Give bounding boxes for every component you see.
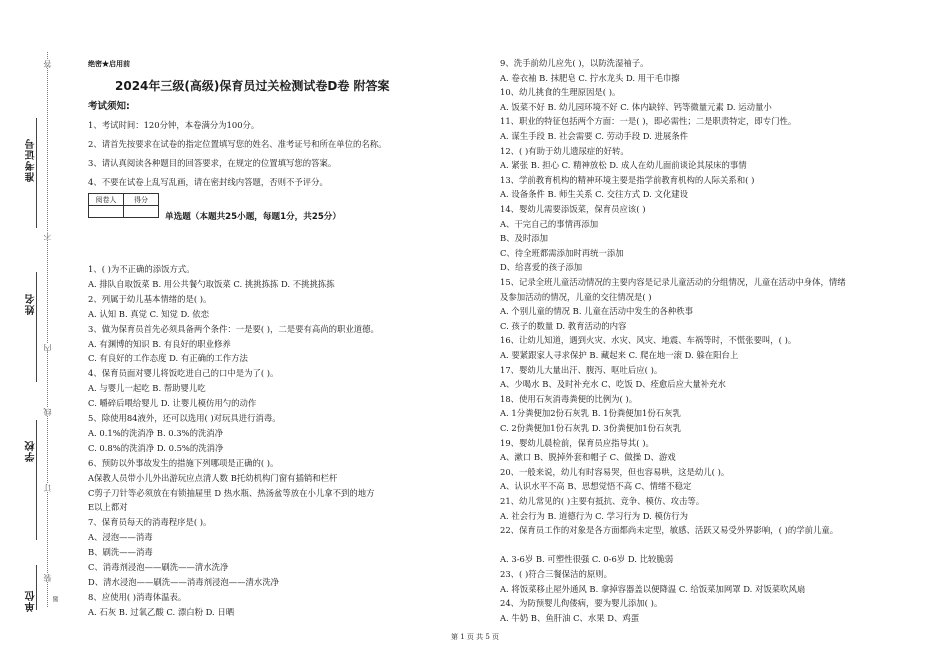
- question-option: C. 有良好的工作态度 D. 有正确的工作方法: [88, 353, 248, 364]
- notice-heading: 考试须知:: [88, 101, 130, 112]
- seal-mark: 订: [43, 484, 52, 492]
- question-option: D、清水浸泡——刷洗——消毒剂浸泡——清水洗净: [88, 576, 279, 587]
- question-option: A. 石灰 B. 过氧乙酸 C. 漂白粉 D. 日晒: [88, 606, 235, 617]
- question-stem: 6、预防以外事故发生的措施下列哪项是正确的( )。: [88, 457, 279, 468]
- question-option: A. 与婴儿一起吃 B. 帮助婴儿吃: [88, 383, 206, 394]
- reviewer-blank[interactable]: [89, 206, 124, 218]
- question-stem: 21、幼儿常见的( )主要有抵抗、竞争、模仿、攻击等。: [500, 496, 705, 506]
- question-option: 及参加活动的情况，儿童的交往情况是( ): [500, 291, 652, 302]
- reviewer-cell: 阅卷人: [89, 194, 124, 206]
- school-underline: [36, 420, 37, 540]
- question-option: C. 2份粪便加1份石灰乳 D. 3份粪便加1份石灰乳: [500, 423, 682, 433]
- question-option: A. 1分粪便加2份石灰乳 B. 1份粪便加1份石灰乳: [500, 408, 681, 419]
- question-option: A、干完自己的事情再添加: [500, 218, 599, 229]
- seal-mark: 题: [53, 596, 60, 602]
- question-option: A保教人员带小儿外出游玩应点清人数 B托幼机构门窗有插销和栏杆: [88, 472, 338, 483]
- question-option: A. 牛奶 B、鱼肝油 C、水果 D、鸡蛋: [500, 612, 640, 623]
- question-stem: 9、洗手前幼儿应先( )，以防洗湿袖子。: [500, 58, 649, 68]
- question-stem: 22、保育员工作的对象是各方面都尚未定型，敏感、活跃又易受外界影响，( )的学前儿童。: [500, 525, 839, 536]
- question-option: A、认识水平不高 B、思想觉悟不高 C、情绪不稳定: [500, 481, 692, 492]
- question-option: A. 个别儿童的情况 B. 儿童在活动中发生的各种秩事: [500, 306, 694, 317]
- question-stem: 12、( )有助于幼儿遗尿症的好转。: [500, 145, 629, 156]
- question-stem: 20、一般来说，幼儿有时容易哭，但也容易哄，这是幼儿( )。: [500, 466, 730, 477]
- question-option: A、少喝水 B、及时补充水 C、吃饭 D、痊愈后应大量补充水: [500, 379, 726, 390]
- notice-item: 3、请认真阅读各种题目的回答要求，在规定的位置填写您的答案。: [88, 158, 337, 168]
- question-stem: 14、婴幼儿需要添饭菜，保育员应该( ): [500, 204, 646, 214]
- name-label: 姓名: [26, 293, 37, 315]
- question-option: A. 饭菜不好 B. 幼儿园环境不好 C. 体内缺锌、钙等微量元素 D. 运动量小: [500, 101, 772, 112]
- question-stem: 7、保育员每天的消毒程序是( )。: [88, 517, 212, 528]
- question-option: A. 将饭菜移止屋外通风 B. 拿掉容器盖以便降温 C. 给饭菜加网罩 D. 对饭菜吹风扇: [500, 583, 806, 594]
- question-stem: 5、除使用84液外，还可以选用( )对玩具进行消毒。: [88, 413, 281, 423]
- notice-item: 4、不要在试卷上乱写乱画，请在密封线内答题，否则不予评分。: [88, 177, 328, 187]
- question-stem: 18、使用石灰消毒粪便的比例为( )。: [500, 393, 638, 404]
- seal-mark: 不: [43, 232, 52, 240]
- question-option: C、待全班都需添加时再统一添加: [500, 247, 624, 258]
- unit-label: 单位: [26, 590, 37, 612]
- notice-item: 2、请首先按要求在试卷的指定位置填写您的姓名、准考证号和所在单位的名称。: [88, 139, 387, 149]
- question-option: A、漱口 B、脱掉外套和帽子 C、做操 D、游戏: [500, 452, 676, 463]
- school-label: 学校: [26, 440, 37, 462]
- question-option: B、刷洗——消毒: [88, 547, 153, 558]
- question-option: A. 排队自取饭菜 B. 用公共餐勺取饭菜 C. 挑挑拣拣 D. 不挑挑拣拣: [88, 278, 335, 289]
- question-stem: 10、幼儿挑食的生理原因是( )。: [500, 87, 621, 98]
- seal-mark: 答: [43, 60, 52, 68]
- question-option: E以上都对: [88, 502, 128, 513]
- question-stem: 23、( )符合三餐保洁的原则。: [500, 569, 612, 579]
- question-option: A. 0.1%的洗消净 B. 0.3%的洗消净: [88, 427, 224, 438]
- notice-item: 1、考试时间：120分钟，本卷满分为100分。: [88, 120, 260, 130]
- seal-mark: 线: [43, 408, 52, 416]
- question-stem: 19、婴幼儿晨检前，保育员应指导其( )。: [500, 437, 654, 448]
- seal-mark: 内: [43, 344, 52, 352]
- seal-line: [47, 52, 48, 607]
- question-option: A、浸泡——消毒: [88, 532, 153, 543]
- name-underline: [36, 272, 37, 382]
- score-cell: 得分: [124, 194, 159, 206]
- question-stem: 1、( )为不正确的添饭方式。: [88, 264, 195, 274]
- question-option: A. 认知 B. 真觉 C. 知觉 D. 依恋: [88, 308, 210, 319]
- question-stem: 17、婴幼儿大量出汗、腹泻、呕吐后应( )。: [500, 364, 663, 375]
- question-option: C剪子刀针等必须放在有锁抽屉里 D 热水瓶、热汤盆等放在小儿拿不到的地方: [88, 487, 375, 498]
- score-blank[interactable]: [124, 206, 159, 218]
- question-stem: 8、应使用( )消毒体温表。: [88, 591, 187, 602]
- question-option: C. 孩子的数量 D. 教育活动的内容: [500, 320, 627, 331]
- question-option: A. 3-6岁 B. 可塑性很强 C. 0-6岁 D. 比较脆弱: [500, 554, 674, 565]
- question-option: A. 社会行为 B. 道德行为 C. 学习行为 D. 模仿行为: [500, 510, 689, 521]
- seal-mark: 装: [43, 574, 52, 582]
- question-option: C. 嚼碎后喂给婴儿 D. 让婴儿模仿用勺的动作: [88, 398, 257, 409]
- question-option: A. 有渊博的知识 B. 有良好的职业修养: [88, 338, 231, 349]
- question-stem: 2、列属于幼儿基本情绪的是( )。: [88, 293, 212, 304]
- question-option: A. 紧张 B. 担心 C. 精神放松 D. 成人在幼儿面前谈论其尿床的事情: [500, 160, 747, 171]
- question-option: D、给喜爱的孩子添加: [500, 262, 583, 273]
- binding-margin: [0, 0, 60, 671]
- page-footer: 第 1 页 共 5 页: [450, 633, 500, 641]
- question-stem: 13、学前教育机构的精神环境主要是指学前教育机构的人际关系和( ): [500, 174, 755, 185]
- question-stem: 16、让幼儿知道，遇到火灾、水灾、风灾、地震、车祸等时，不慌张要叫，( )。: [500, 335, 797, 346]
- question-stem: 4、保育员面对婴儿将饭吃进自己的口中是为了( )。: [88, 368, 279, 379]
- section-heading: 单选题（本题共25小题，每题1分，共25分）: [165, 212, 341, 222]
- question-stem: 3、做为保育员首先必须具备两个条件：一是要( )，二是要有高尚的职业道德。: [88, 323, 379, 334]
- question-stem: 15、记录全班儿童活动情况的主要内容是记录儿童活动的分组情况，儿童在活动中身体，情绪: [500, 277, 846, 287]
- question-option: C. 0.8%的洗消净 D. 0.5%的洗消净: [88, 442, 224, 453]
- score-table: [88, 193, 159, 218]
- question-stem: 24、为防预婴儿佝偻病，要为婴儿添加( )。: [500, 598, 663, 609]
- question-option: C、消毒剂浸泡——刷洗——清水洗净: [88, 562, 229, 572]
- question-stem: 11、职业的特征包括两个方面：一是( )，即必需性；二是职责特定，即专门性。: [500, 116, 797, 127]
- question-option: A. 设备条件 B. 师生关系 C. 交往方式 D. 文化建设: [500, 189, 689, 200]
- secret-stamp: 绝密★启用前: [88, 59, 130, 68]
- question-option: B、及时添加: [500, 233, 549, 244]
- question-option: A. 卷衣袖 B. 抹肥皂 C. 拧水龙头 D. 用干毛巾擦: [500, 72, 680, 83]
- question-option: A. 谋生手段 B. 社会需要 C. 劳动手段 D. 进展条件: [500, 131, 689, 141]
- exam-no-label: 准考证号: [26, 138, 37, 182]
- question-option: A. 要紧跟家人寻求保护 B. 藏起来 C. 爬在地一滚 D. 躲在阳台上: [500, 350, 739, 360]
- page-title: 2024年三级(高级)保育员过关检测试卷D卷 附答案: [115, 79, 390, 93]
